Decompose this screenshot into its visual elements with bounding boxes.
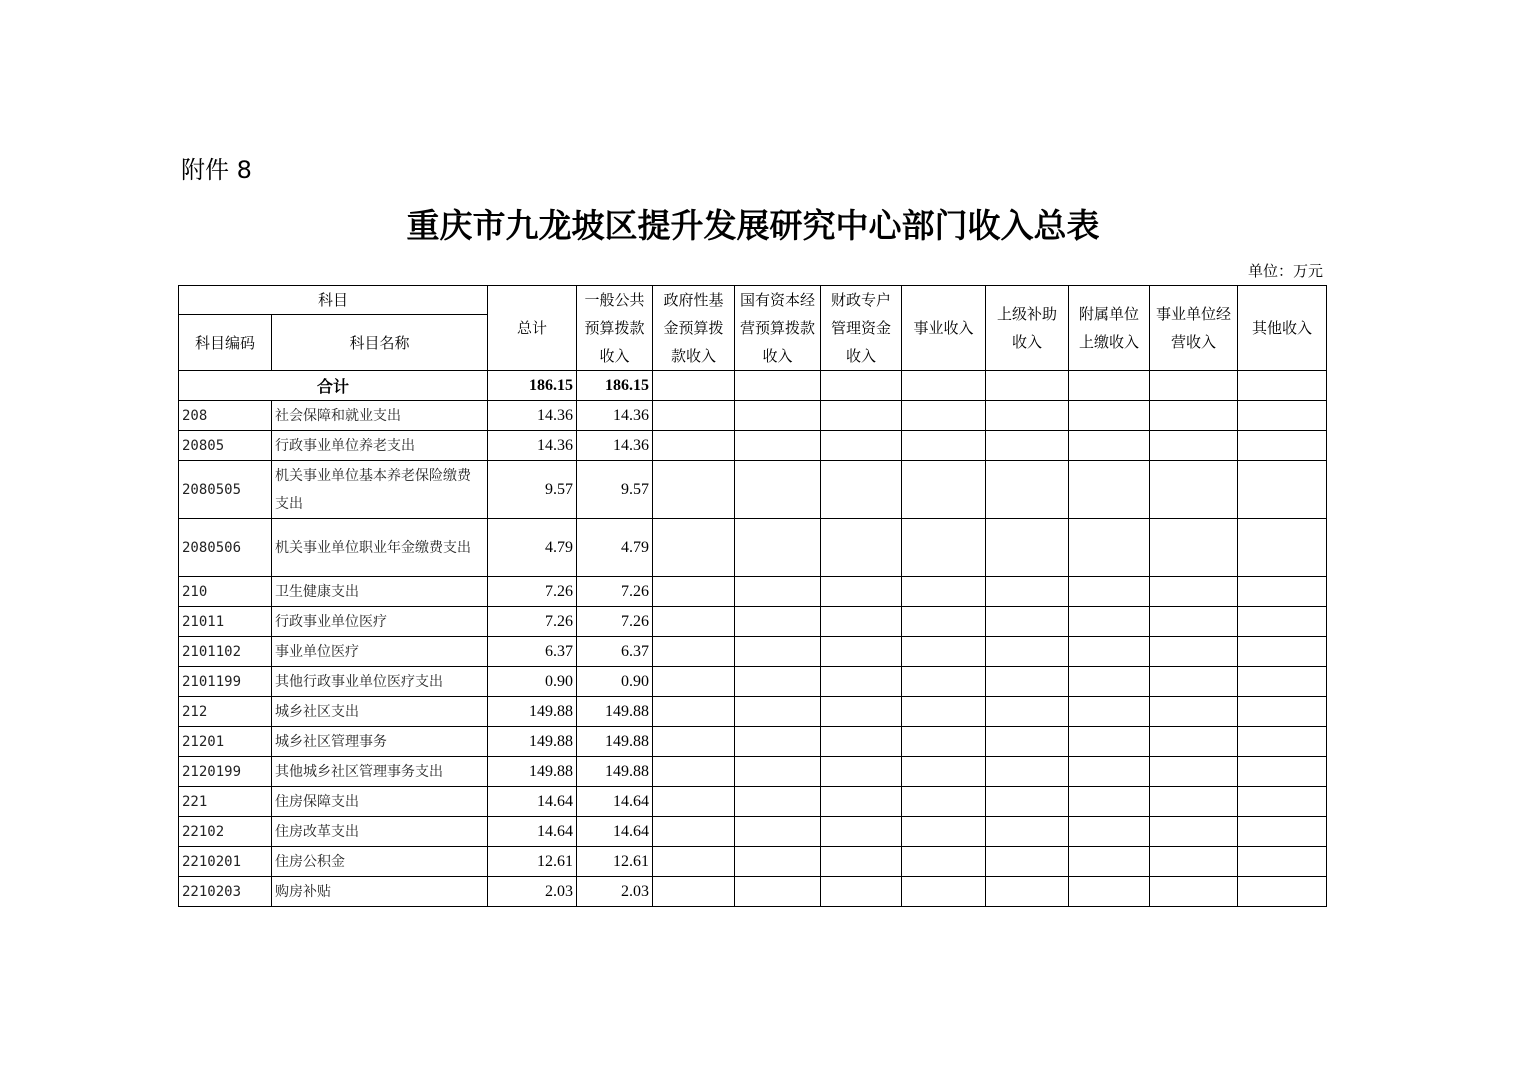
row-total: 7.26 <box>488 577 577 607</box>
row-total: 14.36 <box>488 431 577 461</box>
empty-cell <box>735 877 821 907</box>
row-code: 2080505 <box>179 461 272 519</box>
empty-cell <box>902 787 986 817</box>
row-total: 12.61 <box>488 847 577 877</box>
row-code: 21201 <box>179 727 272 757</box>
row-code: 2210203 <box>179 877 272 907</box>
header-subject: 科目 <box>179 286 488 315</box>
empty-cell <box>902 431 986 461</box>
empty-cell <box>653 461 735 519</box>
empty-cell <box>986 667 1069 697</box>
empty-cell <box>1069 817 1150 847</box>
empty-cell <box>821 637 902 667</box>
row-name: 其他行政事业单位医疗支出 <box>272 667 488 697</box>
row-general: 14.64 <box>577 817 653 847</box>
row-code: 21011 <box>179 607 272 637</box>
table-row <box>179 431 1327 461</box>
row-code: 2120199 <box>179 757 272 787</box>
table-row <box>179 519 1327 577</box>
empty-cell <box>902 577 986 607</box>
empty-cell <box>1238 847 1327 877</box>
empty-cell <box>1238 727 1327 757</box>
row-general: 9.57 <box>577 461 653 519</box>
header-fiscal-special: 财政专户 管理资金 收入 <box>821 286 902 371</box>
table-body <box>179 371 1327 907</box>
header-gov-fund: 政府性基 金预算拨 款收入 <box>653 286 735 371</box>
empty-cell <box>1069 877 1150 907</box>
header-subject-code: 科目编码 <box>179 315 272 371</box>
empty-cell <box>1069 847 1150 877</box>
empty-cell <box>821 461 902 519</box>
row-general: 4.79 <box>577 519 653 577</box>
empty-cell <box>735 667 821 697</box>
row-code: 20805 <box>179 431 272 461</box>
row-code: 2210201 <box>179 847 272 877</box>
empty-cell <box>902 757 986 787</box>
row-name: 住房改革支出 <box>272 817 488 847</box>
empty-cell <box>735 607 821 637</box>
empty-cell <box>1069 607 1150 637</box>
empty-cell <box>1069 697 1150 727</box>
table-row <box>179 461 1327 519</box>
row-name: 机关事业单位基本养老保险缴费支出 <box>272 461 488 519</box>
empty-cell <box>1238 757 1327 787</box>
header-business-operation: 事业单位经 营收入 <box>1150 286 1238 371</box>
empty-cell <box>902 727 986 757</box>
empty-cell <box>1150 401 1238 431</box>
row-total: 9.57 <box>488 461 577 519</box>
empty-cell <box>653 667 735 697</box>
total-label: 合计 <box>179 371 488 401</box>
row-code: 2101199 <box>179 667 272 697</box>
empty-cell <box>986 637 1069 667</box>
row-general: 12.61 <box>577 847 653 877</box>
table-row <box>179 817 1327 847</box>
empty-cell <box>986 877 1069 907</box>
empty-cell <box>1150 877 1238 907</box>
empty-cell <box>1069 577 1150 607</box>
empty-cell <box>653 577 735 607</box>
empty-cell <box>1150 637 1238 667</box>
row-total: 149.88 <box>488 727 577 757</box>
empty-cell <box>821 431 902 461</box>
row-general: 14.36 <box>577 431 653 461</box>
empty-cell <box>653 401 735 431</box>
row-general: 149.88 <box>577 727 653 757</box>
row-total: 4.79 <box>488 519 577 577</box>
empty-cell <box>653 877 735 907</box>
empty-cell <box>902 401 986 431</box>
row-total: 149.88 <box>488 697 577 727</box>
row-name: 城乡社区管理事务 <box>272 727 488 757</box>
unit-label: 单位：万元 <box>1247 262 1323 280</box>
empty-cell <box>1150 519 1238 577</box>
page-title: 重庆市九龙坡区提升发展研究中心部门收入总表 <box>406 206 1100 245</box>
empty-cell <box>821 847 902 877</box>
header-affiliated-remit: 附属单位 上缴收入 <box>1069 286 1150 371</box>
empty-cell <box>1150 787 1238 817</box>
row-general: 149.88 <box>577 697 653 727</box>
empty-cell <box>653 431 735 461</box>
empty-cell <box>653 607 735 637</box>
empty-cell <box>1238 667 1327 697</box>
header-total: 总计 <box>488 286 577 371</box>
table-row <box>179 727 1327 757</box>
empty-cell <box>735 519 821 577</box>
row-general: 7.26 <box>577 607 653 637</box>
row-name: 其他城乡社区管理事务支出 <box>272 757 488 787</box>
header-other-income: 其他收入 <box>1238 286 1327 371</box>
empty-cell <box>1069 787 1150 817</box>
empty-cell <box>902 877 986 907</box>
empty-cell <box>821 519 902 577</box>
empty-cell <box>1069 727 1150 757</box>
empty-cell <box>902 847 986 877</box>
empty-cell <box>821 727 902 757</box>
header-state-capital: 国有资本经 营预算拨款 收入 <box>735 286 821 371</box>
empty-cell <box>1238 431 1327 461</box>
empty-cell <box>821 607 902 637</box>
empty-cell <box>653 637 735 667</box>
row-name: 社会保障和就业支出 <box>272 401 488 431</box>
empty-cell <box>902 461 986 519</box>
empty-cell <box>1150 667 1238 697</box>
row-general: 6.37 <box>577 637 653 667</box>
empty-cell <box>1238 577 1327 607</box>
row-code: 22102 <box>179 817 272 847</box>
row-general: 7.26 <box>577 577 653 607</box>
row-total: 2.03 <box>488 877 577 907</box>
empty-cell <box>1150 461 1238 519</box>
row-total: 14.64 <box>488 787 577 817</box>
empty-cell <box>1069 667 1150 697</box>
empty-cell <box>1238 697 1327 727</box>
table-row <box>179 401 1327 431</box>
row-total: 149.88 <box>488 757 577 787</box>
empty-cell <box>1238 461 1327 519</box>
empty-cell <box>986 757 1069 787</box>
empty-cell <box>1238 401 1327 431</box>
empty-cell <box>653 847 735 877</box>
empty-cell <box>653 787 735 817</box>
empty-cell <box>735 757 821 787</box>
row-name: 购房补贴 <box>272 877 488 907</box>
row-name: 住房保障支出 <box>272 787 488 817</box>
row-total: 14.36 <box>488 401 577 431</box>
empty-cell <box>821 877 902 907</box>
row-general: 0.90 <box>577 667 653 697</box>
empty-cell <box>986 577 1069 607</box>
empty-cell <box>1150 847 1238 877</box>
empty-cell <box>653 697 735 727</box>
empty-cell <box>1150 727 1238 757</box>
table-row <box>179 667 1327 697</box>
empty-cell <box>986 787 1069 817</box>
empty-cell <box>821 757 902 787</box>
row-name: 住房公积金 <box>272 847 488 877</box>
total-general: 186.15 <box>577 371 653 401</box>
empty-cell <box>902 519 986 577</box>
empty-cell <box>1069 401 1150 431</box>
empty-cell <box>735 787 821 817</box>
row-code: 2101102 <box>179 637 272 667</box>
row-total: 6.37 <box>488 637 577 667</box>
total-row <box>179 371 1327 401</box>
empty-cell <box>1238 877 1327 907</box>
empty-cell <box>821 401 902 431</box>
empty-cell <box>821 787 902 817</box>
row-name: 城乡社区支出 <box>272 697 488 727</box>
table-row <box>179 577 1327 607</box>
row-general: 149.88 <box>577 757 653 787</box>
table-row <box>179 757 1327 787</box>
empty-cell <box>735 431 821 461</box>
table-header <box>179 286 1327 371</box>
empty-cell <box>1238 787 1327 817</box>
empty-cell <box>986 519 1069 577</box>
header-superior-subsidy: 上级补助 收入 <box>986 286 1069 371</box>
empty-cell <box>735 577 821 607</box>
empty-cell <box>1150 577 1238 607</box>
empty-cell <box>1238 519 1327 577</box>
row-name: 机关事业单位职业年金缴费支出 <box>272 519 488 577</box>
empty-cell <box>1069 757 1150 787</box>
empty-cell <box>1238 607 1327 637</box>
empty-cell <box>986 431 1069 461</box>
empty-cell <box>902 667 986 697</box>
empty-cell <box>821 817 902 847</box>
row-code: 221 <box>179 787 272 817</box>
empty-cell <box>1069 637 1150 667</box>
row-code: 212 <box>179 697 272 727</box>
empty-cell <box>653 817 735 847</box>
row-total: 7.26 <box>488 607 577 637</box>
empty-cell <box>1150 431 1238 461</box>
empty-cell <box>735 637 821 667</box>
empty-cell <box>1150 817 1238 847</box>
empty-cell <box>1238 817 1327 847</box>
empty-cell <box>821 667 902 697</box>
table-row <box>179 787 1327 817</box>
empty-cell <box>735 697 821 727</box>
empty-cell <box>1150 757 1238 787</box>
empty-cell <box>821 697 902 727</box>
empty-cell <box>653 727 735 757</box>
row-general: 2.03 <box>577 877 653 907</box>
empty-cell <box>1150 607 1238 637</box>
header-general-budget: 一般公共 预算拨款 收入 <box>577 286 653 371</box>
empty-cell <box>653 757 735 787</box>
table-row <box>179 847 1327 877</box>
row-general: 14.64 <box>577 787 653 817</box>
empty-cell <box>735 401 821 431</box>
row-total: 14.64 <box>488 817 577 847</box>
attachment-label: 附件 8 <box>181 156 252 184</box>
empty-cell <box>986 401 1069 431</box>
row-name: 事业单位医疗 <box>272 637 488 667</box>
empty-cell <box>1150 697 1238 727</box>
total-amount: 186.15 <box>488 371 577 401</box>
empty-cell <box>1069 519 1150 577</box>
row-name: 行政事业单位养老支出 <box>272 431 488 461</box>
empty-cell <box>735 847 821 877</box>
empty-cell <box>902 817 986 847</box>
table-row <box>179 637 1327 667</box>
table-row <box>179 877 1327 907</box>
row-name: 卫生健康支出 <box>272 577 488 607</box>
header-business-income: 事业收入 <box>902 286 986 371</box>
row-code: 210 <box>179 577 272 607</box>
empty-cell <box>735 461 821 519</box>
empty-cell <box>902 607 986 637</box>
empty-cell <box>986 847 1069 877</box>
row-code: 208 <box>179 401 272 431</box>
empty-cell <box>986 697 1069 727</box>
empty-cell <box>821 577 902 607</box>
row-code: 2080506 <box>179 519 272 577</box>
empty-cell <box>653 519 735 577</box>
empty-cell <box>986 461 1069 519</box>
header-subject-name: 科目名称 <box>272 315 488 371</box>
empty-cell <box>1238 637 1327 667</box>
empty-cell <box>902 697 986 727</box>
row-name: 行政事业单位医疗 <box>272 607 488 637</box>
empty-cell <box>1069 461 1150 519</box>
table-row <box>179 697 1327 727</box>
empty-cell <box>986 607 1069 637</box>
table-row <box>179 607 1327 637</box>
empty-cell <box>1069 431 1150 461</box>
row-total: 0.90 <box>488 667 577 697</box>
row-general: 14.36 <box>577 401 653 431</box>
income-table <box>178 285 1327 907</box>
empty-cell <box>735 727 821 757</box>
empty-cell <box>735 817 821 847</box>
empty-cell <box>986 817 1069 847</box>
empty-cell <box>902 637 986 667</box>
empty-cell <box>986 727 1069 757</box>
